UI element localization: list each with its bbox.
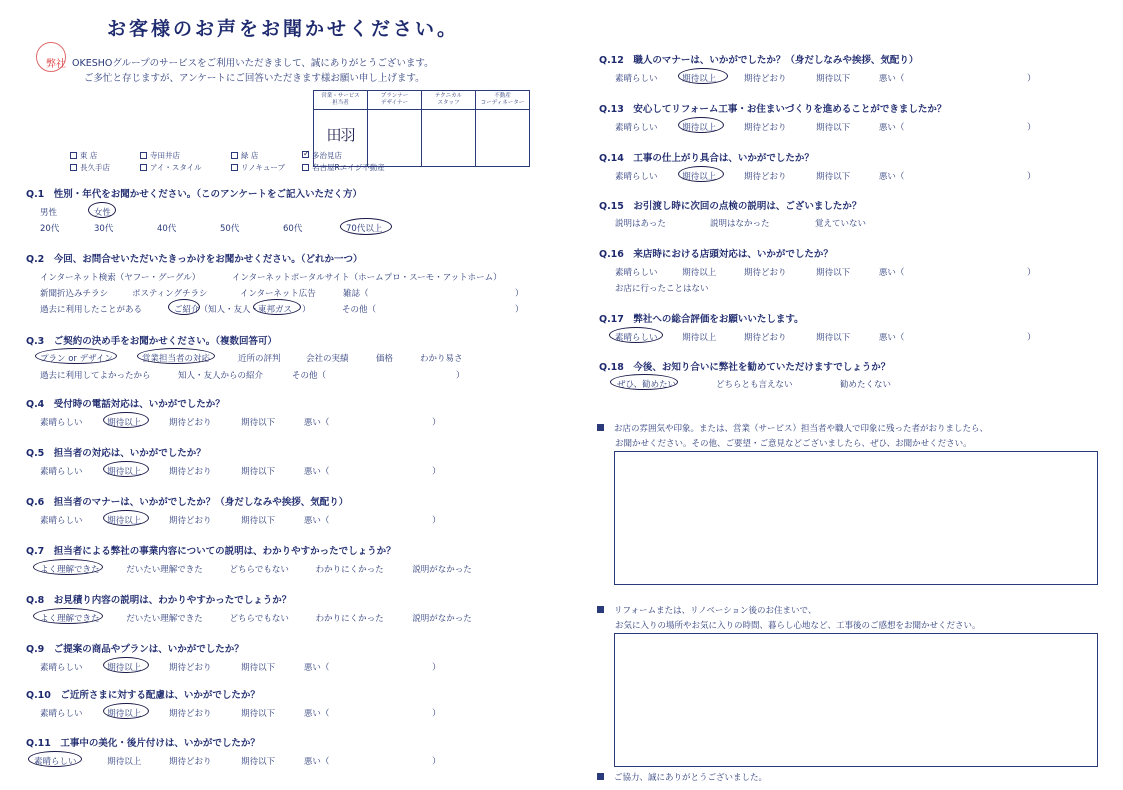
option-internet-ad[interactable]: インターネット広告 — [240, 289, 316, 299]
paren-close: ） — [432, 663, 441, 673]
option-below-expectation[interactable]: 期待以下 — [241, 709, 276, 719]
staff-header-technical: テクニカル スタッフ — [422, 91, 476, 110]
option-female[interactable]: 女性 — [94, 208, 112, 218]
bullet-square-icon — [597, 773, 604, 780]
option-excellent[interactable]: 素晴らしい — [615, 172, 658, 182]
store-option[interactable]: 緑 店 — [231, 150, 258, 161]
option-bad[interactable]: 悪い（ — [303, 418, 330, 428]
question-4-title: Q.4 受付時の電話対応は、いかがでしたか？ — [26, 396, 225, 410]
option-excellent[interactable]: 素晴らしい — [40, 709, 83, 719]
staff-header-realestate: 不動産 コーディネーター — [476, 91, 530, 110]
question-11-title: Q.11 工事中の美化・後片付けは、いかがでしたか？ — [26, 735, 260, 749]
answer-circle — [103, 461, 149, 477]
answer-circle — [340, 218, 392, 235]
question-13-title: Q.13 安心してリフォーム工事・お住まいづくりを進めることができましたか？ — [599, 101, 946, 115]
question-8-title: Q.8 お見積り内容の説明は、わかりやすかったでしょうか？ — [26, 592, 291, 606]
option-bad[interactable]: 悪い（ — [878, 123, 905, 133]
store-option[interactable]: リノキューブ — [231, 162, 285, 173]
option-excellent[interactable]: 素晴らしい — [615, 123, 658, 133]
staff-realestate-cell[interactable] — [476, 110, 530, 167]
option-posting-flyer[interactable]: ポスティングチラシ — [132, 289, 208, 299]
answer-circle — [609, 327, 663, 343]
option-above-expectation[interactable]: 期待以上 — [682, 123, 717, 133]
option-bad[interactable]: 悪い（ — [303, 709, 330, 719]
option-below-expectation[interactable]: 期待以下 — [816, 268, 851, 278]
option-above-expectation[interactable]: 期待以上 — [107, 516, 142, 526]
answer-circle — [35, 348, 117, 364]
paren-close: ） — [432, 467, 441, 477]
option-referral[interactable]: ご紹介（知人・友人・ — [174, 305, 260, 315]
option-bad[interactable]: 悪い（ — [303, 663, 330, 673]
answer-circle — [253, 299, 301, 315]
option-excellent[interactable]: 素晴らしい — [40, 516, 83, 526]
rating-row-q16 — [615, 266, 1036, 278]
option-clarity[interactable]: わかり易さ — [420, 354, 463, 364]
paren-close: ） — [515, 305, 524, 315]
option-60s[interactable]: 60代 — [283, 224, 303, 234]
store-option[interactable]: ✓ 多治見店 — [302, 150, 342, 161]
option-understood-well[interactable]: よく理解できた — [40, 614, 100, 624]
option-male[interactable]: 男性 — [40, 208, 58, 218]
comment-2-prompt-line-1: リフォームまたは、リノベーション後のお住まいで、 — [597, 604, 816, 616]
store-option[interactable]: 寺田井店 — [140, 150, 180, 161]
option-below-expectation[interactable]: 期待以下 — [241, 663, 276, 673]
option-below-expectation[interactable]: 期待以下 — [816, 333, 851, 343]
checkbox[interactable] — [231, 164, 238, 171]
option-no-explanation[interactable]: 説明がなかった — [412, 614, 472, 624]
question-3-title: Q.3 ご契約の決め手をお聞かせください。（複数回答可） — [26, 333, 277, 347]
question-15-title: Q.15 お引渡し時に次回の点検の説明は、ございましたか？ — [599, 198, 861, 212]
option-as-expected[interactable]: 期待どおり — [168, 467, 212, 477]
option-above-expectation[interactable]: 期待以上 — [682, 74, 717, 84]
option-referral-toho-gas[interactable]: 東邦ガス — [258, 305, 293, 315]
paren-close: ） — [432, 757, 441, 767]
option-as-expected[interactable]: 期待どおり — [743, 268, 787, 278]
option-track-record[interactable]: 会社の実績 — [306, 354, 349, 364]
option-below-expectation[interactable]: 期待以下 — [816, 172, 851, 182]
answer-circle — [88, 202, 116, 218]
option-explained[interactable]: 説明はあった — [615, 219, 666, 229]
answer-circle — [103, 510, 149, 526]
rating-row-q11 — [34, 755, 441, 767]
rating-row-q10 — [40, 707, 441, 719]
option-reputation[interactable]: 近所の評判 — [238, 354, 281, 364]
option-hard-to-understand[interactable]: わかりにくかった — [315, 565, 384, 575]
option-as-expected[interactable]: 期待どおり — [168, 709, 212, 719]
option-bad[interactable]: 悪い（ — [303, 467, 330, 477]
comment-1-prompt-line-1: お店の雰囲気や印象。または、営業（サービス）担当者や職人で印象に残った者がおりましたら、 — [597, 422, 988, 434]
option-portal-site[interactable]: インターネットポータルサイト（ホームプロ・スーモ・アットホーム） — [232, 273, 502, 283]
bullet-square-icon — [597, 424, 604, 431]
option-30s[interactable]: 30代 — [94, 224, 114, 234]
option-excellent[interactable]: 素晴らしい — [40, 418, 83, 428]
option-mostly-understood[interactable]: だいたい理解できた — [126, 614, 203, 624]
option-plan-design[interactable]: プラン or デザイン — [40, 354, 114, 364]
option-mostly-understood[interactable]: だいたい理解できた — [126, 565, 203, 575]
option-as-expected[interactable]: 期待どおり — [168, 757, 212, 767]
option-as-expected[interactable]: 期待どおり — [168, 663, 212, 673]
rating-row-q5 — [40, 465, 441, 477]
option-bad[interactable]: 悪い（ — [878, 333, 905, 343]
store-option[interactable]: 東 店 — [70, 150, 97, 161]
checkbox[interactable] — [70, 152, 77, 159]
answer-circle — [678, 166, 724, 182]
question-16-title: Q.16 来店時における店頭対応は、いかがでしたか？ — [599, 246, 833, 260]
staff-header-planner: プランナー デザイナー — [368, 91, 422, 110]
option-neutral[interactable]: どちらでもない — [229, 565, 289, 575]
option-above-expectation[interactable]: 期待以上 — [107, 709, 142, 719]
option-as-expected[interactable]: 期待どおり — [168, 418, 212, 428]
paren-close: ） — [1027, 333, 1036, 343]
option-dont-remember[interactable]: 覚えていない — [815, 219, 867, 229]
option-bad[interactable]: 悪い（ — [303, 757, 330, 767]
comment-1-textarea[interactable] — [614, 451, 1098, 585]
option-above-expectation[interactable]: 期待以上 — [682, 172, 717, 182]
option-would-not-recommend[interactable]: 勧めたくない — [840, 380, 892, 390]
option-magazine[interactable]: 雑誌（ — [343, 289, 369, 299]
option-good-past-use[interactable]: 過去に利用してよかったから — [40, 371, 151, 381]
rating-row-q6 — [40, 514, 441, 526]
comment-1-prompt-line-2: お聞かせください。その他、ご要望・ご意見などございましたら、ぜひ、お聞かせください。 — [615, 439, 972, 449]
thanks-message: ご協力、誠にありがとうございました。 — [597, 771, 767, 783]
option-hard-to-understand[interactable]: わかりにくかった — [315, 614, 384, 624]
option-below-expectation[interactable]: 期待以下 — [816, 123, 851, 133]
paren-close: ） — [456, 371, 465, 381]
question-12-title: Q.12 職人のマナーは、いかがでしたか？（身だしなみや挨拶、気配り） — [599, 52, 918, 66]
paren-close: ） — [432, 516, 441, 526]
question-2-title: Q.2 今回、お問合せいただいたきっかけをお聞かせください。（どれか一つ） — [26, 251, 363, 265]
option-50s[interactable]: 50代 — [220, 224, 240, 234]
option-bad[interactable]: 悪い（ — [878, 172, 905, 182]
question-7-title: Q.7 担当者による弊社の事業内容についての説明は、わかりやすかったでしょうか？ — [26, 543, 396, 557]
staff-header-sales: 営業・サービス 担当者 — [314, 91, 368, 110]
option-understood-well[interactable]: よく理解できた — [40, 565, 100, 575]
option-other[interactable]: その他（ — [342, 305, 377, 315]
answer-circle — [610, 374, 678, 390]
checkbox[interactable] — [302, 164, 309, 171]
option-as-expected[interactable]: 期待どおり — [743, 333, 787, 343]
option-excellent[interactable]: 素晴らしい — [40, 663, 83, 673]
clarity-row-q7 — [40, 563, 472, 575]
checkbox[interactable] — [70, 164, 77, 171]
checkbox[interactable] — [140, 152, 147, 159]
rating-row-q4 — [40, 416, 441, 428]
option-above-expectation[interactable]: 期待以上 — [107, 467, 142, 477]
paren-close: ） — [432, 709, 441, 719]
option-no-explanation[interactable]: 説明がなかった — [412, 565, 472, 575]
checkbox[interactable] — [140, 164, 147, 171]
question-14-title: Q.14 工事の仕上がり具合は、いかがでしたか？ — [599, 150, 814, 164]
option-20s[interactable]: 20代 — [40, 224, 60, 234]
option-as-expected[interactable]: 期待どおり — [743, 172, 787, 182]
option-price[interactable]: 価格 — [376, 354, 394, 364]
question-6-title: Q.6 担当者のマナーは、いかがでしたか？（身だしなみや挨拶、気配り） — [26, 494, 348, 508]
answer-circle — [103, 412, 149, 428]
answer-circle — [28, 751, 82, 767]
checkbox-checked[interactable] — [302, 151, 309, 158]
option-below-expectation[interactable]: 期待以下 — [241, 757, 276, 767]
rating-row-q17 — [615, 331, 1036, 343]
question-5-title: Q.5 担当者の対応は、いかがでしたか？ — [26, 445, 206, 459]
option-bad[interactable]: 悪い（ — [303, 516, 330, 526]
option-above-expectation[interactable]: 期待以上 — [107, 663, 142, 673]
answer-circle — [33, 559, 103, 575]
staff-planner-cell[interactable] — [368, 110, 422, 167]
option-above-expectation[interactable]: 期待以上 — [107, 757, 142, 767]
option-excellent[interactable]: 素晴らしい — [615, 74, 658, 84]
option-friend-referral[interactable]: 知人・友人からの紹介 — [178, 371, 264, 381]
stamp-text: 弊社 — [46, 59, 66, 70]
paren-close: ） — [432, 418, 441, 428]
option-excellent[interactable]: 素晴らしい — [615, 333, 658, 343]
page-title: お客様のお声をお聞かせください。 — [107, 18, 460, 40]
answer-circle — [168, 299, 200, 315]
option-above-expectation[interactable]: 期待以上 — [682, 268, 717, 278]
option-as-expected[interactable]: 期待どおり — [743, 123, 787, 133]
staff-technical-cell[interactable] — [422, 110, 476, 167]
option-sales-rep[interactable]: 営業担当者の対応 — [142, 354, 211, 364]
paren-close: ） — [1027, 74, 1036, 84]
option-neutral[interactable]: どちらでもない — [229, 614, 289, 624]
answer-circle — [33, 608, 103, 624]
comment-2-prompt-line-2: お気に入りの場所やお気に入りの時間、暮らし心地など、工事後のご感想をお聞かせください。 — [615, 621, 981, 631]
option-70s-plus[interactable]: 70代以上 — [346, 224, 383, 234]
question-18-title: Q.18 今後、お知り合いに弊社を勧めていただけますでしょうか？ — [599, 359, 890, 373]
store-option[interactable]: 名古屋Rエイジ不動産 — [302, 162, 385, 173]
paren-close: ） — [1027, 123, 1036, 133]
paren-close: ） — [1027, 172, 1036, 182]
option-40s[interactable]: 40代 — [157, 224, 177, 234]
checkbox[interactable] — [231, 152, 238, 159]
option-internet-search[interactable]: インターネット検索（ヤフー・グーグル） — [40, 273, 201, 283]
option-bad[interactable]: 悪い（ — [878, 74, 905, 84]
option-below-expectation[interactable]: 期待以下 — [241, 516, 276, 526]
paren-close: ） — [302, 305, 311, 315]
comment-2-textarea[interactable] — [614, 633, 1098, 767]
option-as-expected[interactable]: 期待どおり — [743, 74, 787, 84]
staff-table — [313, 90, 530, 167]
option-below-expectation[interactable]: 期待以下 — [241, 418, 276, 428]
option-below-expectation[interactable]: 期待以下 — [241, 467, 276, 477]
clarity-row-q8 — [40, 612, 472, 624]
question-9-title: Q.9 ご提案の商品やプランは、いかがでしたか？ — [26, 641, 244, 655]
bullet-square-icon — [597, 606, 604, 613]
option-as-expected[interactable]: 期待どおり — [168, 516, 212, 526]
rating-row-q9 — [40, 661, 441, 673]
question-1-title: Q.1 性別・年代をお聞かせください。（このアンケートをご記入いただく方） — [26, 186, 362, 200]
option-bad[interactable]: 悪い（ — [878, 268, 905, 278]
option-undecided[interactable]: どちらとも言えない — [716, 380, 793, 390]
store-option[interactable]: 長久手店 — [70, 162, 110, 173]
option-used-before[interactable]: 過去に利用したことがある — [40, 305, 143, 315]
intro-line-2: ご多忙と存じますが、アンケートにご回答いただきます様お願い申し上げます。 — [84, 73, 425, 84]
store-option[interactable]: アイ・スタイル — [140, 162, 202, 173]
option-excellent[interactable]: 素晴らしい — [34, 757, 77, 767]
option-below-expectation[interactable]: 期待以下 — [816, 74, 851, 84]
option-definitely-recommend[interactable]: ぜひ、勧めたい — [617, 380, 677, 390]
option-other[interactable]: その他（ — [292, 371, 327, 381]
option-excellent[interactable]: 素晴らしい — [615, 268, 658, 278]
option-never-visited[interactable]: お店に行ったことはない — [615, 284, 709, 294]
staff-signature: 田羽 — [326, 126, 355, 144]
answer-circle — [678, 68, 728, 84]
question-17-title: Q.17 弊社への総合評価をお願いいたします。 — [599, 311, 804, 325]
option-above-expectation[interactable]: 期待以上 — [682, 333, 717, 343]
paren-close: ） — [1027, 268, 1036, 278]
option-not-explained[interactable]: 説明はなかった — [710, 219, 770, 229]
option-excellent[interactable]: 素晴らしい — [40, 467, 83, 477]
paren-close: ） — [515, 289, 524, 299]
intro-line-1: OKESHOグループのサービスをご利用いただきまして、誠にありがとうございます。 — [72, 58, 434, 69]
answer-circle — [678, 117, 724, 133]
answer-circle — [103, 657, 149, 673]
answer-circle — [137, 348, 215, 364]
question-10-title: Q.10 ご近所さまに対する配慮は、いかがでしたか？ — [26, 687, 260, 701]
answer-circle — [103, 703, 149, 719]
option-above-expectation[interactable]: 期待以上 — [107, 418, 142, 428]
option-newspaper-flyer[interactable]: 新聞折込みチラシ — [40, 289, 109, 299]
